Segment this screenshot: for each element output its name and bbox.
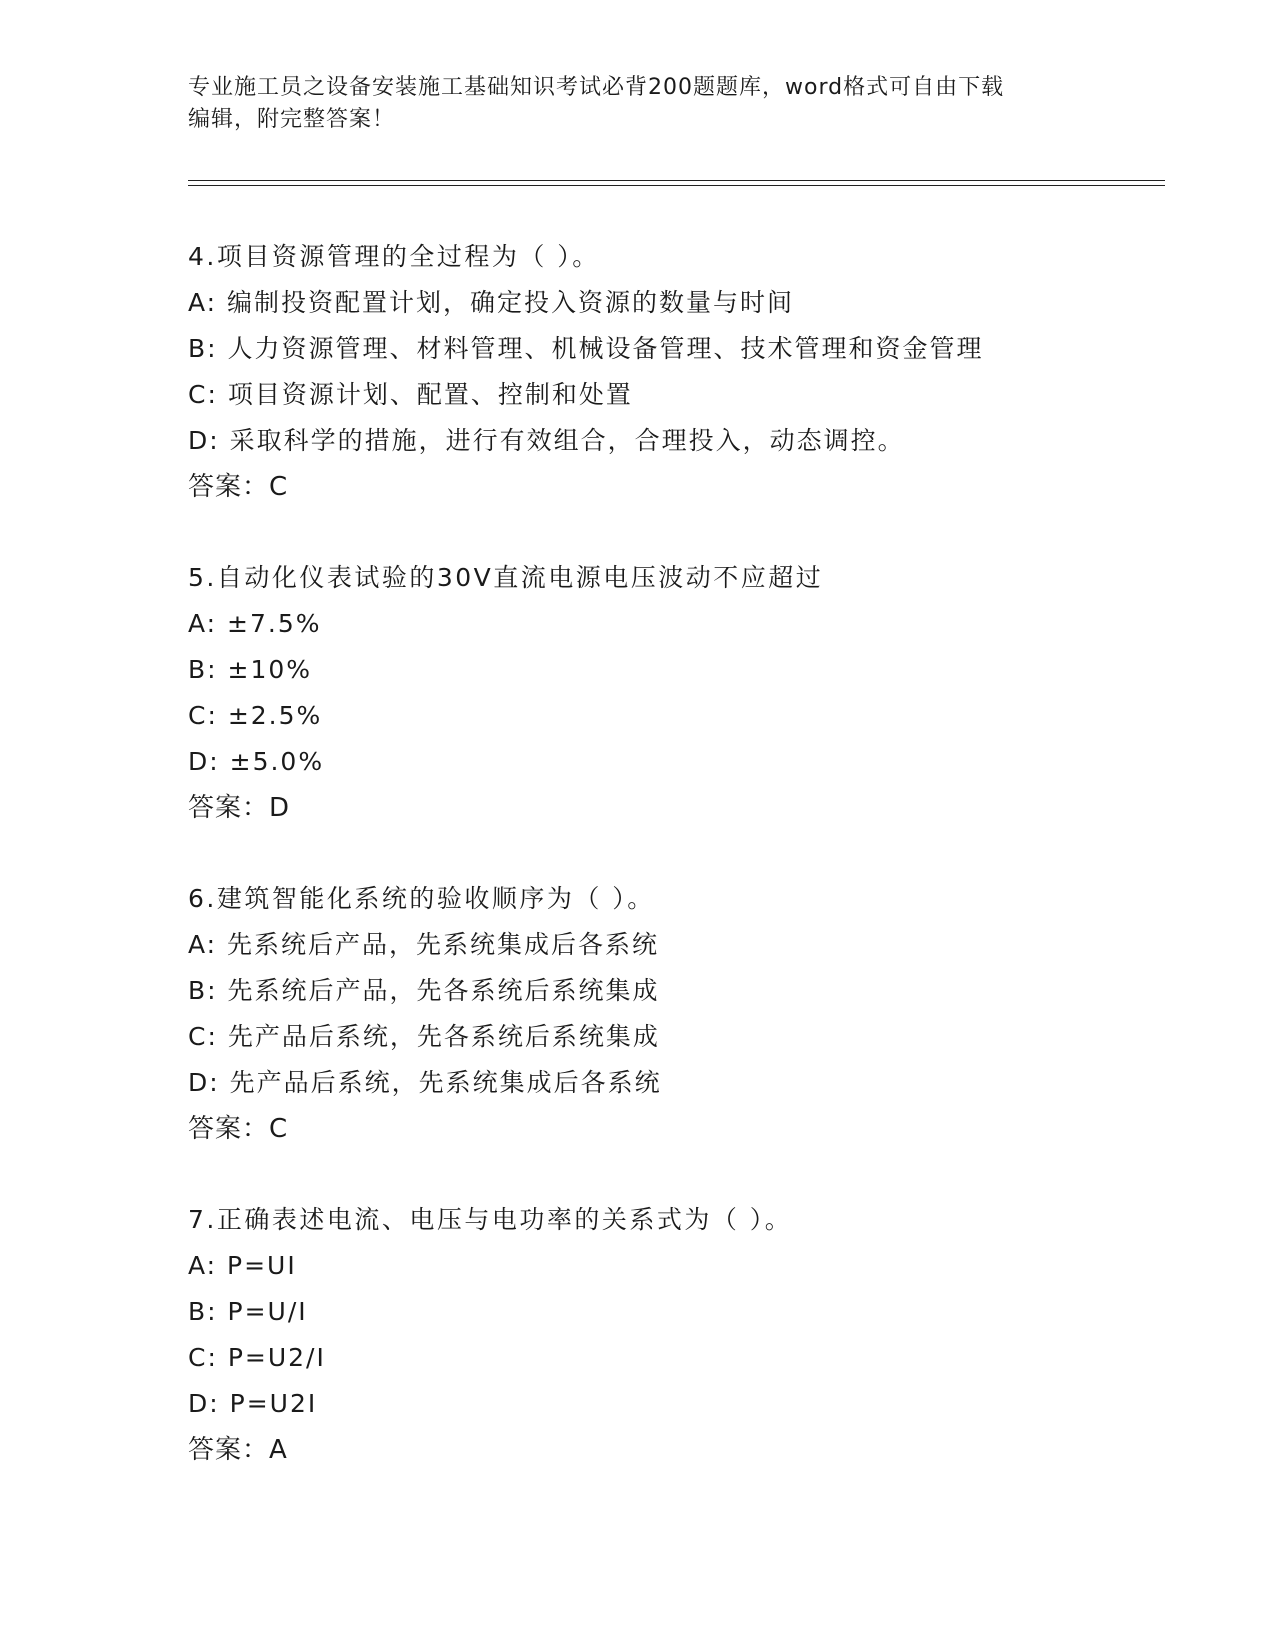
option-d: D: 先产品后系统，先系统集成后各系统 [188, 1068, 662, 1097]
option-c: C: P=U2/I [188, 1343, 326, 1372]
option-d: D: 采取科学的措施，进行有效组合，合理投入，动态调控。 [188, 426, 905, 455]
option-d: D: ±5.0% [188, 747, 325, 776]
answer-line: 答案：D [188, 793, 291, 823]
answer-line: 答案：C [188, 472, 289, 502]
header-title-line-2: 编辑，附完整答案！ [188, 107, 396, 132]
question-4 [188, 234, 1148, 510]
question-stem: 6.建筑智能化系统的验收顺序为（ ）。 [188, 884, 655, 913]
option-a: A: 先系统后产品，先系统集成后各系统 [188, 930, 660, 959]
question-7 [188, 1197, 1148, 1473]
question-6 [188, 876, 1148, 1152]
option-c: C: 先产品后系统，先各系统后系统集成 [188, 1022, 660, 1051]
option-b: B: 先系统后产品，先各系统后系统集成 [188, 976, 660, 1005]
option-a: A: ±7.5% [188, 609, 322, 638]
document-header [188, 72, 1078, 136]
answer-line: 答案：C [188, 1114, 289, 1144]
header-title-line-1: 专业施工员之设备安装施工基础知识考试必背200题题库，word格式可自由下载 [188, 75, 1005, 100]
question-stem: 4.项目资源管理的全过程为（ ）。 [188, 242, 600, 271]
header-divider-bottom [188, 185, 1165, 186]
answer-line: 答案：A [188, 1435, 288, 1465]
option-c: C: ±2.5% [188, 701, 323, 730]
question-stem: 5.自动化仪表试验的30V直流电源电压波动不应超过 [188, 563, 824, 592]
question-5 [188, 555, 1148, 831]
option-b: B: 人力资源管理、材料管理、机械设备管理、技术管理和资金管理 [188, 334, 984, 363]
header-divider-top [188, 180, 1165, 181]
option-d: D: P=U2I [188, 1389, 318, 1418]
option-a: A: P=UI [188, 1251, 297, 1280]
question-stem: 7.正确表述电流、电压与电功率的关系式为（ ）。 [188, 1205, 793, 1234]
option-a: A: 编制投资配置计划，确定投入资源的数量与时间 [188, 288, 795, 317]
option-c: C: 项目资源计划、配置、控制和处置 [188, 380, 633, 409]
option-b: B: P=U/I [188, 1297, 308, 1326]
option-b: B: ±10% [188, 655, 313, 684]
